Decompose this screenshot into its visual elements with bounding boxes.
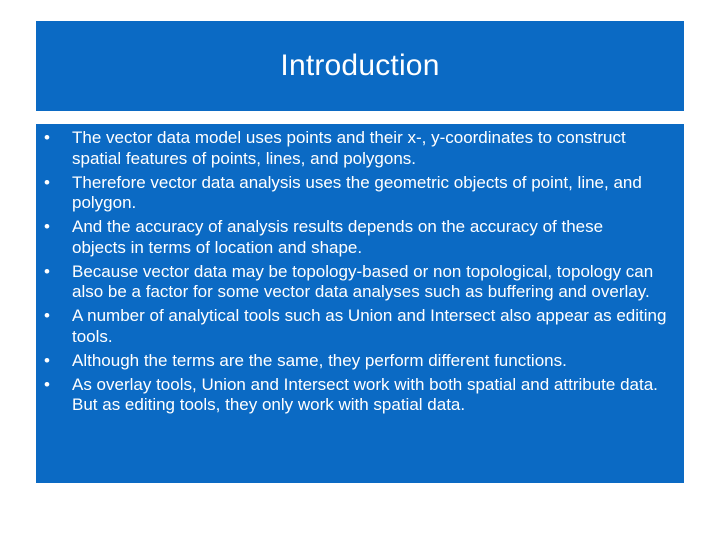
bullet-text: Because vector data may be topology-based or non topological, topology can also be a factor for some vector data analyses such as buffering and overlay. [72,261,654,301]
bullet-item [40,128,676,169]
bullet-text: As overlay tools, Union and Intersect work with both spatial and attribute data. But as editing tools, they only work with spatial data. [72,374,658,414]
bullet-text: And the accuracy of analysis results depends on the accuracy of these objects in terms of location and shape. [72,217,604,257]
bullet-dot-icon: • [44,306,50,325]
bullet-item [40,262,676,303]
bullet-item [40,306,676,347]
content-panel [36,124,684,483]
bullet-item [40,217,676,258]
bullet-item [40,351,676,372]
bullet-text: Therefore vector data analysis uses the geometric objects of point, line, and polygon. [72,172,642,212]
bullet-text: Although the terms are the same, they perform different functions. [72,350,567,370]
bullet-item [40,173,676,214]
bullet-dot-icon: • [44,172,50,192]
bullet-dot-icon: • [44,350,50,370]
slide-title: Introduction [280,49,440,82]
bullet-dot-icon: • [44,374,50,394]
bullet-dot-icon: • [44,128,50,147]
bullet-item [40,375,676,416]
bullet-list [36,124,684,416]
bullet-dot-icon: • [44,217,50,236]
title-bar [36,21,684,111]
bullet-text: The vector data model uses points and their x-, y-coordinates to construct spatial features of points, lines, and polygons. [72,128,626,168]
bullet-dot-icon: • [44,261,50,281]
bullet-text: A number of analytical tools such as Union and Intersect also appear as editing tools. [72,306,667,346]
